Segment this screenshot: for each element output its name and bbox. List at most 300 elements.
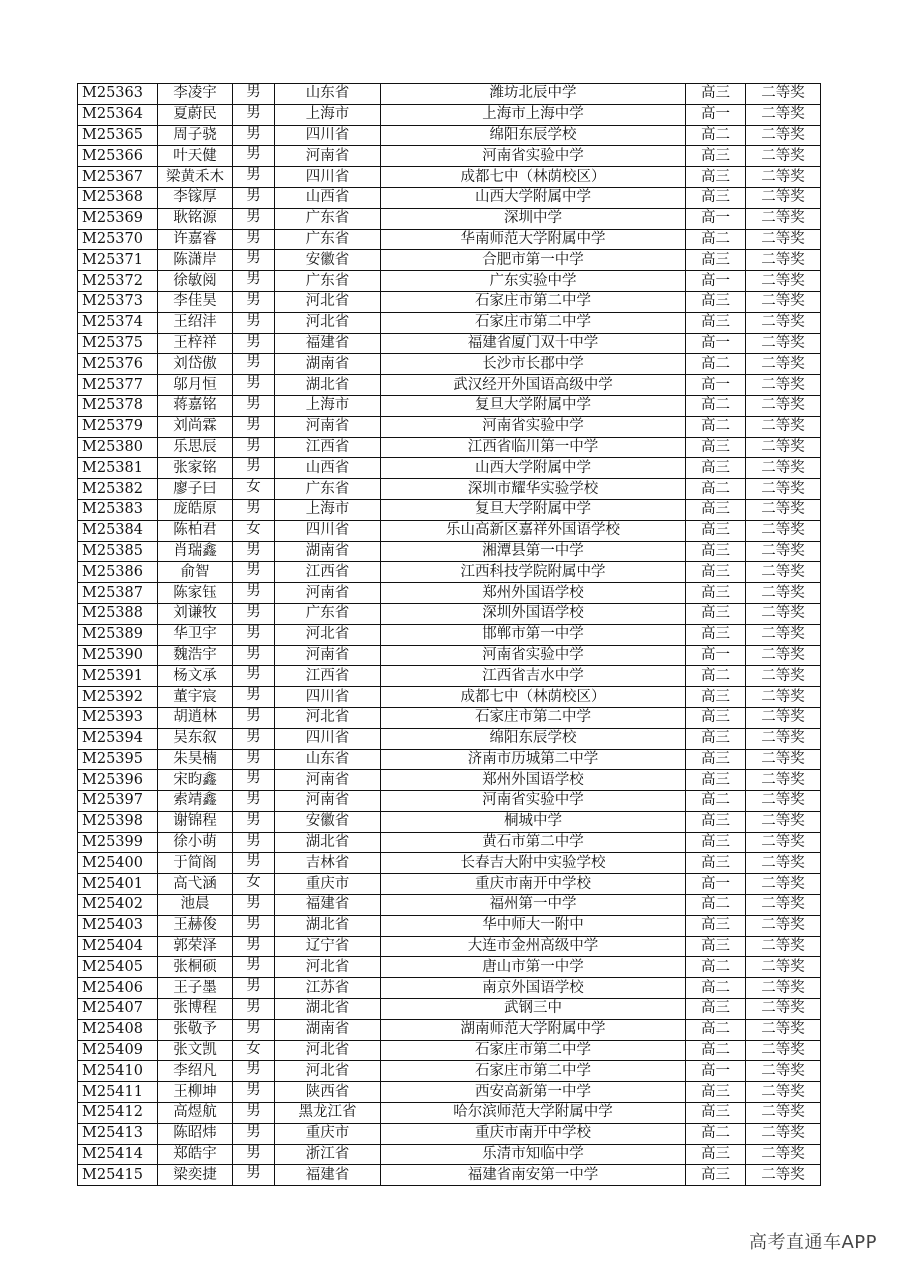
cell-school: 绵阳东辰学校 xyxy=(381,728,686,749)
cell-school: 山西大学附属中学 xyxy=(381,187,686,208)
cell-school: 济南市历城第二中学 xyxy=(381,749,686,770)
cell-award: 二等奖 xyxy=(746,208,821,229)
table-row xyxy=(78,354,821,375)
cell-award: 二等奖 xyxy=(746,229,821,250)
cell-id: M25383 xyxy=(78,499,158,520)
cell-province: 安徽省 xyxy=(275,811,381,832)
cell-province: 河北省 xyxy=(275,312,381,333)
cell-school: 重庆市南开中学校 xyxy=(381,874,686,895)
cell-gender: 男 xyxy=(233,104,275,125)
cell-award: 二等奖 xyxy=(746,749,821,770)
table-row xyxy=(78,1103,821,1124)
table-row xyxy=(78,167,821,188)
cell-grade: 高三 xyxy=(686,936,746,957)
cell-award: 二等奖 xyxy=(746,395,821,416)
award-rows xyxy=(78,84,821,1186)
table-row xyxy=(78,1061,821,1082)
table-row xyxy=(78,811,821,832)
cell-id: M25404 xyxy=(78,936,158,957)
cell-grade: 高三 xyxy=(686,1082,746,1103)
cell-province: 河北省 xyxy=(275,1061,381,1082)
cell-school: 绵阳东辰学校 xyxy=(381,125,686,146)
cell-grade: 高三 xyxy=(686,770,746,791)
cell-name: 郑皓宇 xyxy=(158,1144,233,1165)
cell-gender: 男 xyxy=(233,1123,275,1144)
cell-grade: 高二 xyxy=(686,791,746,812)
cell-province: 江西省 xyxy=(275,666,381,687)
table-row xyxy=(78,312,821,333)
cell-id: M25393 xyxy=(78,707,158,728)
cell-name: 王梓祥 xyxy=(158,333,233,354)
cell-school: 成都七中（林荫校区） xyxy=(381,167,686,188)
cell-award: 二等奖 xyxy=(746,520,821,541)
cell-school: 郑州外国语学校 xyxy=(381,583,686,604)
cell-gender: 男 xyxy=(233,84,275,105)
cell-gender: 男 xyxy=(233,562,275,583)
cell-award: 二等奖 xyxy=(746,687,821,708)
cell-gender: 男 xyxy=(233,832,275,853)
cell-award: 二等奖 xyxy=(746,291,821,312)
table-row xyxy=(78,791,821,812)
cell-grade: 高三 xyxy=(686,1144,746,1165)
cell-name: 索靖鑫 xyxy=(158,791,233,812)
cell-name: 李绍凡 xyxy=(158,1061,233,1082)
cell-grade: 高三 xyxy=(686,562,746,583)
cell-award: 二等奖 xyxy=(746,1061,821,1082)
award-list-table xyxy=(77,83,821,1186)
cell-name: 蒋嘉铭 xyxy=(158,395,233,416)
cell-id: M25366 xyxy=(78,146,158,167)
cell-id: M25385 xyxy=(78,541,158,562)
cell-award: 二等奖 xyxy=(746,666,821,687)
cell-grade: 高三 xyxy=(686,167,746,188)
table-row xyxy=(78,84,821,105)
cell-gender: 男 xyxy=(233,437,275,458)
cell-grade: 高三 xyxy=(686,832,746,853)
cell-id: M25365 xyxy=(78,125,158,146)
cell-school: 河南省实验中学 xyxy=(381,146,686,167)
cell-province: 河北省 xyxy=(275,707,381,728)
table-row xyxy=(78,832,821,853)
cell-grade: 高二 xyxy=(686,1019,746,1040)
cell-id: M25388 xyxy=(78,603,158,624)
cell-award: 二等奖 xyxy=(746,895,821,916)
cell-province: 广东省 xyxy=(275,208,381,229)
cell-province: 上海市 xyxy=(275,395,381,416)
cell-province: 山东省 xyxy=(275,84,381,105)
cell-name: 刘尚霖 xyxy=(158,416,233,437)
cell-province: 黑龙江省 xyxy=(275,1103,381,1124)
cell-gender: 男 xyxy=(233,1144,275,1165)
cell-school: 潍坊北辰中学 xyxy=(381,84,686,105)
cell-name: 陈昭炜 xyxy=(158,1123,233,1144)
table-row xyxy=(78,437,821,458)
cell-province: 四川省 xyxy=(275,520,381,541)
cell-school: 江西省吉水中学 xyxy=(381,666,686,687)
cell-grade: 高二 xyxy=(686,957,746,978)
cell-name: 邬月恒 xyxy=(158,375,233,396)
cell-award: 二等奖 xyxy=(746,125,821,146)
cell-name: 张博程 xyxy=(158,999,233,1020)
cell-award: 二等奖 xyxy=(746,479,821,500)
cell-school: 复旦大学附属中学 xyxy=(381,499,686,520)
table-row xyxy=(78,1040,821,1061)
table-row xyxy=(78,125,821,146)
table-row xyxy=(78,1082,821,1103)
cell-grade: 高三 xyxy=(686,749,746,770)
cell-id: M25398 xyxy=(78,811,158,832)
cell-gender: 男 xyxy=(233,333,275,354)
cell-award: 二等奖 xyxy=(746,832,821,853)
cell-grade: 高一 xyxy=(686,271,746,292)
cell-school: 黄石市第二中学 xyxy=(381,832,686,853)
cell-name: 俞智 xyxy=(158,562,233,583)
cell-school: 复旦大学附属中学 xyxy=(381,395,686,416)
cell-name: 徐敏阅 xyxy=(158,271,233,292)
cell-gender: 男 xyxy=(233,707,275,728)
cell-province: 广东省 xyxy=(275,603,381,624)
table-row xyxy=(78,1144,821,1165)
cell-school: 湖南师范大学附属中学 xyxy=(381,1019,686,1040)
table-row xyxy=(78,957,821,978)
cell-gender: 男 xyxy=(233,291,275,312)
cell-gender: 男 xyxy=(233,499,275,520)
cell-award: 二等奖 xyxy=(746,271,821,292)
cell-name: 夏蔚民 xyxy=(158,104,233,125)
table-row xyxy=(78,624,821,645)
cell-gender: 男 xyxy=(233,957,275,978)
cell-gender: 男 xyxy=(233,458,275,479)
cell-name: 陈家钰 xyxy=(158,583,233,604)
cell-id: M25403 xyxy=(78,915,158,936)
cell-province: 河南省 xyxy=(275,770,381,791)
cell-school: 乐清市知临中学 xyxy=(381,1144,686,1165)
cell-id: M25414 xyxy=(78,1144,158,1165)
table-row xyxy=(78,999,821,1020)
cell-name: 魏浩宇 xyxy=(158,645,233,666)
cell-gender: 男 xyxy=(233,978,275,999)
cell-school: 福州第一中学 xyxy=(381,895,686,916)
cell-name: 朱昊楠 xyxy=(158,749,233,770)
cell-id: M25412 xyxy=(78,1103,158,1124)
cell-province: 河南省 xyxy=(275,146,381,167)
cell-province: 吉林省 xyxy=(275,853,381,874)
cell-gender: 男 xyxy=(233,728,275,749)
cell-award: 二等奖 xyxy=(746,1123,821,1144)
cell-id: M25389 xyxy=(78,624,158,645)
cell-id: M25392 xyxy=(78,687,158,708)
cell-province: 辽宁省 xyxy=(275,936,381,957)
table-row xyxy=(78,499,821,520)
cell-gender: 女 xyxy=(233,874,275,895)
cell-grade: 高三 xyxy=(686,728,746,749)
cell-grade: 高三 xyxy=(686,458,746,479)
cell-school: 乐山高新区嘉祥外国语学校 xyxy=(381,520,686,541)
cell-province: 河北省 xyxy=(275,624,381,645)
cell-grade: 高二 xyxy=(686,354,746,375)
cell-province: 湖北省 xyxy=(275,999,381,1020)
cell-grade: 高一 xyxy=(686,208,746,229)
cell-id: M25369 xyxy=(78,208,158,229)
cell-province: 重庆市 xyxy=(275,874,381,895)
cell-name: 李佳昊 xyxy=(158,291,233,312)
cell-name: 池晨 xyxy=(158,895,233,916)
cell-award: 二等奖 xyxy=(746,1019,821,1040)
cell-id: M25411 xyxy=(78,1082,158,1103)
cell-grade: 高二 xyxy=(686,895,746,916)
cell-name: 徐小萌 xyxy=(158,832,233,853)
cell-province: 河北省 xyxy=(275,291,381,312)
cell-name: 梁黄禾木 xyxy=(158,167,233,188)
cell-name: 王绍沣 xyxy=(158,312,233,333)
cell-award: 二等奖 xyxy=(746,562,821,583)
cell-award: 二等奖 xyxy=(746,624,821,645)
cell-award: 二等奖 xyxy=(746,1103,821,1124)
cell-school: 河南省实验中学 xyxy=(381,791,686,812)
cell-award: 二等奖 xyxy=(746,707,821,728)
cell-province: 广东省 xyxy=(275,229,381,250)
cell-name: 梁奕捷 xyxy=(158,1165,233,1186)
table-row xyxy=(78,229,821,250)
cell-award: 二等奖 xyxy=(746,957,821,978)
cell-award: 二等奖 xyxy=(746,645,821,666)
table-row xyxy=(78,1019,821,1040)
cell-name: 廖子曰 xyxy=(158,479,233,500)
cell-name: 董宇宸 xyxy=(158,687,233,708)
cell-award: 二等奖 xyxy=(746,978,821,999)
cell-gender: 男 xyxy=(233,146,275,167)
cell-school: 武汉经开外国语高级中学 xyxy=(381,375,686,396)
cell-id: M25376 xyxy=(78,354,158,375)
cell-grade: 高三 xyxy=(686,915,746,936)
table-row xyxy=(78,520,821,541)
cell-school: 深圳市耀华实验学校 xyxy=(381,479,686,500)
table-row xyxy=(78,666,821,687)
cell-province: 安徽省 xyxy=(275,250,381,271)
cell-province: 广东省 xyxy=(275,271,381,292)
cell-gender: 女 xyxy=(233,1040,275,1061)
cell-grade: 高三 xyxy=(686,291,746,312)
cell-id: M25377 xyxy=(78,375,158,396)
cell-school: 山西大学附属中学 xyxy=(381,458,686,479)
cell-name: 乐思辰 xyxy=(158,437,233,458)
cell-id: M25413 xyxy=(78,1123,158,1144)
cell-gender: 男 xyxy=(233,895,275,916)
cell-gender: 男 xyxy=(233,229,275,250)
cell-school: 石家庄市第二中学 xyxy=(381,312,686,333)
cell-grade: 高三 xyxy=(686,583,746,604)
table-row xyxy=(78,416,821,437)
cell-gender: 男 xyxy=(233,999,275,1020)
cell-school: 福建省南安第一中学 xyxy=(381,1165,686,1186)
table-row xyxy=(78,250,821,271)
cell-grade: 高三 xyxy=(686,187,746,208)
cell-school: 湘潭县第一中学 xyxy=(381,541,686,562)
cell-school: 华中师大一附中 xyxy=(381,915,686,936)
cell-award: 二等奖 xyxy=(746,167,821,188)
cell-school: 石家庄市第二中学 xyxy=(381,1061,686,1082)
cell-gender: 男 xyxy=(233,167,275,188)
cell-name: 李凌宇 xyxy=(158,84,233,105)
table-row xyxy=(78,458,821,479)
cell-grade: 高三 xyxy=(686,707,746,728)
cell-gender: 男 xyxy=(233,645,275,666)
cell-name: 吴东叙 xyxy=(158,728,233,749)
cell-id: M25371 xyxy=(78,250,158,271)
cell-award: 二等奖 xyxy=(746,603,821,624)
cell-province: 江西省 xyxy=(275,562,381,583)
cell-school: 哈尔滨师范大学附属中学 xyxy=(381,1103,686,1124)
cell-name: 周子骁 xyxy=(158,125,233,146)
table-row xyxy=(78,104,821,125)
cell-school: 江西省临川第一中学 xyxy=(381,437,686,458)
cell-award: 二等奖 xyxy=(746,999,821,1020)
cell-province: 江苏省 xyxy=(275,978,381,999)
cell-school: 上海市上海中学 xyxy=(381,104,686,125)
table-row xyxy=(78,687,821,708)
cell-gender: 男 xyxy=(233,541,275,562)
cell-name: 杨文承 xyxy=(158,666,233,687)
cell-award: 二等奖 xyxy=(746,437,821,458)
table-row xyxy=(78,271,821,292)
cell-province: 山西省 xyxy=(275,458,381,479)
cell-province: 山东省 xyxy=(275,749,381,770)
cell-award: 二等奖 xyxy=(746,312,821,333)
cell-id: M25406 xyxy=(78,978,158,999)
cell-school: 郑州外国语学校 xyxy=(381,770,686,791)
cell-gender: 女 xyxy=(233,520,275,541)
cell-id: M25397 xyxy=(78,791,158,812)
cell-school: 成都七中（林荫校区） xyxy=(381,687,686,708)
cell-award: 二等奖 xyxy=(746,499,821,520)
cell-award: 二等奖 xyxy=(746,375,821,396)
cell-province: 湖北省 xyxy=(275,832,381,853)
cell-grade: 高二 xyxy=(686,666,746,687)
cell-id: M25379 xyxy=(78,416,158,437)
cell-id: M25408 xyxy=(78,1019,158,1040)
cell-award: 二等奖 xyxy=(746,811,821,832)
cell-id: M25380 xyxy=(78,437,158,458)
cell-gender: 男 xyxy=(233,791,275,812)
cell-name: 叶天健 xyxy=(158,146,233,167)
table-row xyxy=(78,770,821,791)
cell-grade: 高三 xyxy=(686,999,746,1020)
cell-id: M25381 xyxy=(78,458,158,479)
cell-grade: 高二 xyxy=(686,416,746,437)
cell-grade: 高一 xyxy=(686,874,746,895)
cell-grade: 高三 xyxy=(686,1165,746,1186)
cell-award: 二等奖 xyxy=(746,936,821,957)
cell-name: 王赫俊 xyxy=(158,915,233,936)
table-row xyxy=(78,728,821,749)
cell-award: 二等奖 xyxy=(746,770,821,791)
cell-id: M25382 xyxy=(78,479,158,500)
cell-school: 重庆市南开中学校 xyxy=(381,1123,686,1144)
cell-grade: 高二 xyxy=(686,229,746,250)
cell-gender: 男 xyxy=(233,811,275,832)
table-row xyxy=(78,146,821,167)
cell-gender: 男 xyxy=(233,125,275,146)
table-row xyxy=(78,936,821,957)
cell-gender: 男 xyxy=(233,666,275,687)
table-row xyxy=(78,1123,821,1144)
cell-name: 许嘉睿 xyxy=(158,229,233,250)
cell-province: 河南省 xyxy=(275,791,381,812)
cell-province: 湖南省 xyxy=(275,1019,381,1040)
cell-school: 深圳中学 xyxy=(381,208,686,229)
table-row xyxy=(78,895,821,916)
cell-gender: 男 xyxy=(233,312,275,333)
cell-school: 西安高新第一中学 xyxy=(381,1082,686,1103)
cell-province: 重庆市 xyxy=(275,1123,381,1144)
cell-grade: 高二 xyxy=(686,125,746,146)
cell-gender: 男 xyxy=(233,375,275,396)
table-row xyxy=(78,375,821,396)
cell-grade: 高二 xyxy=(686,479,746,500)
cell-grade: 高三 xyxy=(686,603,746,624)
cell-id: M25375 xyxy=(78,333,158,354)
cell-gender: 女 xyxy=(233,479,275,500)
cell-school: 长沙市长郡中学 xyxy=(381,354,686,375)
cell-id: M25415 xyxy=(78,1165,158,1186)
cell-award: 二等奖 xyxy=(746,1165,821,1186)
cell-province: 湖南省 xyxy=(275,541,381,562)
cell-province: 四川省 xyxy=(275,167,381,188)
cell-school: 大连市金州高级中学 xyxy=(381,936,686,957)
cell-award: 二等奖 xyxy=(746,853,821,874)
cell-school: 广东实验中学 xyxy=(381,271,686,292)
cell-gender: 男 xyxy=(233,915,275,936)
cell-name: 宋昀鑫 xyxy=(158,770,233,791)
cell-gender: 男 xyxy=(233,749,275,770)
cell-gender: 男 xyxy=(233,395,275,416)
cell-name: 华卫宇 xyxy=(158,624,233,645)
cell-province: 广东省 xyxy=(275,479,381,500)
cell-province: 山西省 xyxy=(275,187,381,208)
cell-id: M25386 xyxy=(78,562,158,583)
cell-id: M25387 xyxy=(78,583,158,604)
table-row xyxy=(78,479,821,500)
table-row xyxy=(78,333,821,354)
cell-id: M25402 xyxy=(78,895,158,916)
cell-school: 江西科技学院附属中学 xyxy=(381,562,686,583)
cell-grade: 高一 xyxy=(686,333,746,354)
cell-school: 深圳外国语学校 xyxy=(381,603,686,624)
cell-gender: 男 xyxy=(233,853,275,874)
cell-grade: 高三 xyxy=(686,687,746,708)
cell-school: 唐山市第一中学 xyxy=(381,957,686,978)
cell-grade: 高二 xyxy=(686,978,746,999)
cell-id: M25399 xyxy=(78,832,158,853)
cell-school: 石家庄市第二中学 xyxy=(381,291,686,312)
cell-grade: 高一 xyxy=(686,645,746,666)
cell-province: 福建省 xyxy=(275,895,381,916)
cell-school: 河南省实验中学 xyxy=(381,416,686,437)
cell-award: 二等奖 xyxy=(746,187,821,208)
cell-province: 上海市 xyxy=(275,104,381,125)
table-row xyxy=(78,603,821,624)
cell-grade: 高三 xyxy=(686,312,746,333)
cell-id: M25364 xyxy=(78,104,158,125)
cell-id: M25407 xyxy=(78,999,158,1020)
cell-id: M25396 xyxy=(78,770,158,791)
cell-grade: 高三 xyxy=(686,520,746,541)
cell-gender: 男 xyxy=(233,250,275,271)
cell-name: 胡逍林 xyxy=(158,707,233,728)
watermark-text: 高考直通车APP xyxy=(748,1232,877,1253)
table-row xyxy=(78,208,821,229)
cell-school: 合肥市第一中学 xyxy=(381,250,686,271)
